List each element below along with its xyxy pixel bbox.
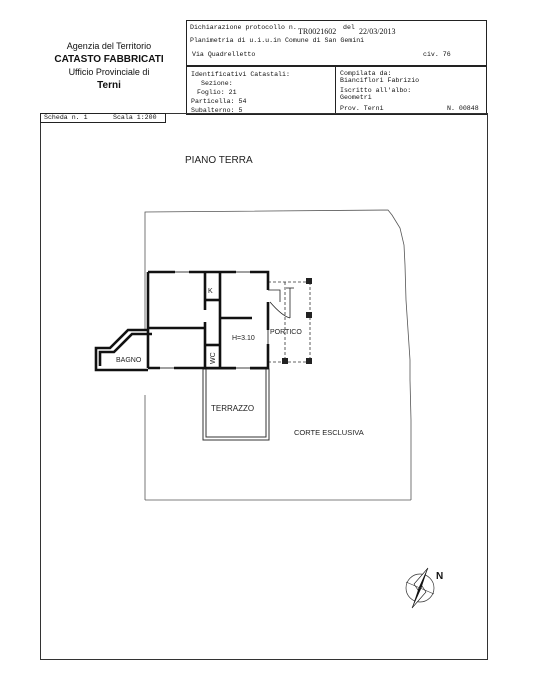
room-label-bagno: BAGNO [116,357,142,364]
protocol-date: 22/03/2013 [359,27,396,36]
albo-label: Iscritto all'albo: [340,87,412,94]
albo-value: Geometri [340,94,372,101]
particella: Particella: 54 [191,98,247,105]
planimetry-text: Planimetria di u.i.u.in Comune di San Gemini [190,37,365,44]
sezione-label: Sezione: [201,80,233,87]
room-label-terrazzo: TERRAZZO [211,404,255,413]
room-label-k: K [208,288,213,295]
floor-title: PIANO TERRA [185,155,253,166]
date-label: del [343,24,355,31]
house-walls [96,272,268,370]
room-label-height: H=3.10 [232,335,255,342]
courtyard-outline [145,210,411,500]
door-swing [268,288,294,318]
room-label-corte: CORTE ESCLUSIVA [294,428,364,437]
portico-columns [282,278,312,364]
office-label: Ufficio Provinciale di [68,67,150,77]
sheet-number: Scheda n. 1 [44,114,88,121]
room-label-portico: PORTICO [270,329,302,336]
protocol-number: TR0021602 [298,27,337,36]
cadastral-title: Identificativi Catastali: [191,71,290,78]
civic-number: civ. 76 [423,51,451,58]
room-label-wc: WC [210,352,217,364]
north-arrow-icon [406,568,434,608]
portico-outline [268,282,310,362]
agency-name: Agenzia del Territorio [66,41,152,51]
province: Prov. Terni [340,105,384,112]
compiler-title: Compilata da: [340,70,392,77]
subalterno: Subalterno: 5 [191,107,243,114]
foglio: Foglio: 21 [197,89,237,96]
north-label: N [436,571,444,582]
registration-number: N. 00848 [447,105,479,112]
catasto-title: CATASTO FABBRICATI [54,54,164,65]
compiler-name: Bianciflori Fabrizio [340,77,420,84]
office-city: Terni [97,80,121,91]
scale: Scala 1:200 [113,114,157,121]
address: Via Quadrelletto [192,51,256,58]
protocol-label: Dichiarazione protocollo n. [190,24,297,31]
